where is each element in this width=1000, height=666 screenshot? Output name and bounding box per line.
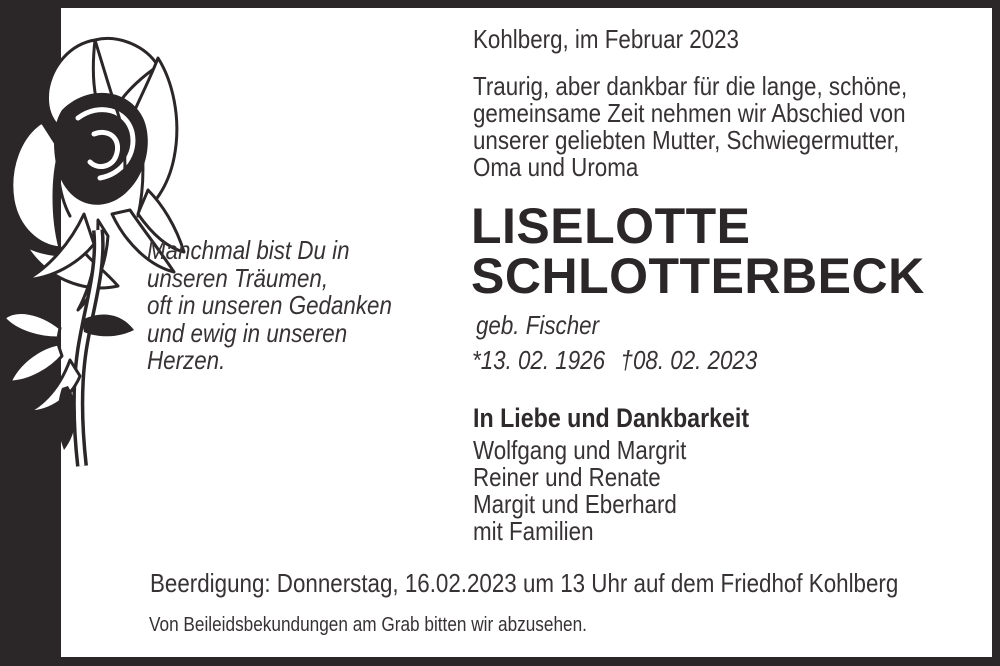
intro-line: Traurig, aber dankbar für die lange, schöne,: [473, 71, 908, 101]
mourner-line: Margit und Eberhard: [473, 489, 677, 519]
intro-line: gemeinsame Zeit nehmen wir Abschied von: [473, 98, 906, 128]
frame-right-border: [992, 0, 1000, 666]
life-dates: [472, 345, 757, 376]
frame-top-border: [0, 0, 1000, 8]
frame-bottom-border: [0, 657, 1000, 666]
poem-line: Manchmal bist Du in: [147, 235, 350, 265]
intro-line: Oma und Uroma: [473, 152, 639, 182]
poem-line: unseren Träumen,: [147, 262, 329, 293]
intro-text: [473, 73, 907, 181]
condolence-note: Von Beileidsbekundungen am Grab bitten wir abzusehen.: [149, 614, 587, 636]
deceased-name: [471, 198, 925, 304]
mourner-line: Reiner und Renate: [473, 462, 661, 492]
intro-line: unserer geliebten Mutter, Schwiegermutter,: [473, 125, 900, 155]
closing-line: In Liebe und Dankbarkeit: [473, 403, 750, 433]
poem-line: Herzen.: [147, 345, 226, 375]
birth-date: *13. 02. 1926: [472, 345, 606, 375]
deceased-last-name: SCHLOTTERBECK: [471, 248, 925, 304]
mourners-list: [473, 437, 686, 545]
funeral-info: Beerdigung: Donnerstag, 16.02.2023 um 13 Uhr auf dem Friedhof Kohlberg: [150, 568, 899, 598]
deceased-first-name: LISELOTTE: [471, 198, 751, 254]
death-date: †08. 02. 2023: [620, 345, 758, 375]
mourner-line: mit Familien: [473, 516, 594, 546]
poem-line: und ewig in unseren: [147, 317, 348, 348]
maiden-name: geb. Fischer: [476, 310, 600, 340]
memorial-poem: [147, 237, 392, 375]
poem-line: oft in unseren Gedanken: [147, 290, 392, 320]
mourner-line: Wolfgang und Margrit: [473, 435, 687, 465]
dateline: Kohlberg, im Februar 2023: [473, 24, 739, 54]
